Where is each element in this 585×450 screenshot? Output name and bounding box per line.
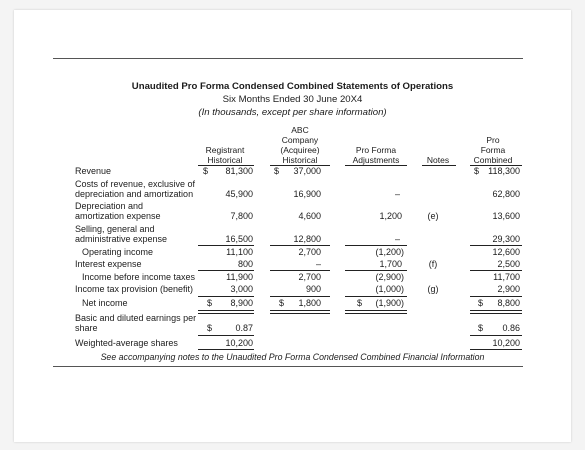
header-underline [345,165,407,166]
header-abc-line: Company [281,135,319,145]
cell-registrant-sga: 16,500 [225,234,253,244]
currency-symbol: $ [274,166,280,176]
cell-registrant-shares: 10,200 [225,338,253,348]
eps-rule [198,335,254,336]
row-label-depreciation: Depreciation and [75,201,144,211]
currency-symbol: $ [203,166,209,176]
currency-symbol: $ [357,298,363,308]
cell-adj-ibt: (2,900) [375,272,404,282]
header-adjustments-line: Pro Forma [355,145,397,155]
subtotal-rule [198,296,254,297]
units-note: (In thousands, except per share information) [198,107,387,118]
currency-symbol: $ [279,298,285,308]
subtotal-rule [345,245,407,246]
currency-symbol: $ [478,323,484,333]
cell-adj-cost: – [394,189,400,199]
header-registrant-line: Registrant [205,145,245,155]
currency-symbol: $ [478,298,484,308]
cell-note-depreciation: (e) [427,211,439,221]
row-label-tax: Income tax provision (benefit) [75,284,194,294]
cell-combined-cost: 62,800 [492,189,520,199]
cell-registrant-ibt: 11,900 [226,272,253,282]
header-abc-line: ABC [291,125,309,135]
cell-registrant-op: 11,100 [226,247,253,257]
cell-registrant-revenue: 81,300 [225,166,253,176]
row-label-interest: Interest expense [75,259,142,269]
subtotal-rule [470,245,522,246]
cell-abc-sga: 12,800 [293,234,321,244]
header-combined-line: Combined [473,155,513,165]
header-registrant-line: Historical [207,155,243,165]
subtotal-rule [345,270,407,271]
subtotal-rule [270,245,330,246]
cell-adj-interest: 1,700 [379,259,402,269]
row-label-eps: share [75,323,98,333]
cell-combined-depreciation: 13,600 [492,211,520,221]
header-combined-line: Pro [486,135,500,145]
cell-abc-net: 1,800 [298,298,321,308]
currency-symbol: $ [207,298,213,308]
header-notes: Notes [426,155,450,165]
cell-abc-depreciation: 4,600 [298,211,321,221]
subtotal-rule [470,296,522,297]
cell-abc-revenue: 37,000 [293,166,321,176]
row-label-eps: Basic and diluted earnings per [75,313,197,323]
subtotal-rule [198,245,254,246]
row-label-shares: Weighted-average shares [75,338,178,348]
cell-registrant-tax: 3,000 [230,284,253,294]
cell-combined-revenue: 118,300 [488,166,520,176]
cell-adj-op: (1,200) [375,247,404,257]
top-rule [53,58,523,59]
total-double-rule [198,310,254,314]
row-label-operating-income: Operating income [82,247,154,257]
eps-rule [470,335,522,336]
cell-combined-sga: 29,300 [492,234,520,244]
cell-adj-sga: – [394,234,400,244]
header-adjustments-line: Adjustments [352,155,400,165]
footnote: See accompanying notes to the Unaudited Pro Forma Condensed Combined Financial Information [100,352,485,362]
cell-combined-op: 12,600 [492,247,520,257]
row-label-depreciation: amortization expense [75,211,161,221]
cell-note-tax: (g) [427,284,439,294]
subtotal-rule [198,270,254,271]
total-double-rule [345,310,407,314]
cell-combined-ibt: 11,700 [493,272,520,282]
statement-title: Unaudited Pro Forma Condensed Combined Statements of Operations [131,81,454,92]
statement-period: Six Months Ended 30 June 20X4 [222,94,363,105]
bottom-rule [53,366,523,367]
cell-registrant-cost: 45,900 [225,189,253,199]
cell-combined-shares: 10,200 [492,338,520,348]
cell-combined-net: 8,800 [497,298,520,308]
header-abc-line: Historical [282,155,318,165]
subtotal-rule [270,296,330,297]
cell-note-interest: (f) [428,259,438,269]
shares-rule [198,349,254,350]
row-label-sga: Selling, general and [75,224,155,234]
subtotal-rule [270,270,330,271]
subtotal-rule [470,270,522,271]
header-combined-line: Forma [480,145,506,155]
currency-symbol: $ [207,323,213,333]
header-abc-line: (Acquiree) [280,145,320,155]
cell-adj-depreciation: 1,200 [379,211,402,221]
shares-rule [470,349,522,350]
cell-registrant-net: 8,900 [230,298,253,308]
cell-abc-tax: 900 [305,284,321,294]
subtotal-rule [345,296,407,297]
cell-registrant-depreciation: 7,800 [230,211,253,221]
currency-symbol: $ [474,166,480,176]
cell-abc-ibt: 2,700 [298,272,321,282]
cell-registrant-interest: 800 [237,259,253,269]
cell-adj-tax: (1,000) [375,284,404,294]
row-label-net-income: Net income [82,298,128,308]
cell-adj-net: (1,900) [375,298,404,308]
row-label-cost: depreciation and amortization [75,189,194,199]
cell-combined-eps: 0.86 [502,323,520,333]
row-label-cost: Costs of revenue, exclusive of [75,179,196,189]
row-label-income-before-tax: Income before income taxes [82,272,196,282]
row-label-sga: administrative expense [75,234,168,244]
total-double-rule [270,310,330,314]
header-underline [422,165,456,166]
row-label-revenue: Revenue [75,166,112,176]
cell-combined-interest: 2,500 [497,259,520,269]
cell-registrant-eps: 0.87 [235,323,253,333]
cell-abc-op: 2,700 [298,247,321,257]
total-double-rule [470,310,522,314]
cell-combined-tax: 2,900 [497,284,520,294]
cell-abc-cost: 16,900 [293,189,321,199]
cell-abc-interest: – [315,259,321,269]
